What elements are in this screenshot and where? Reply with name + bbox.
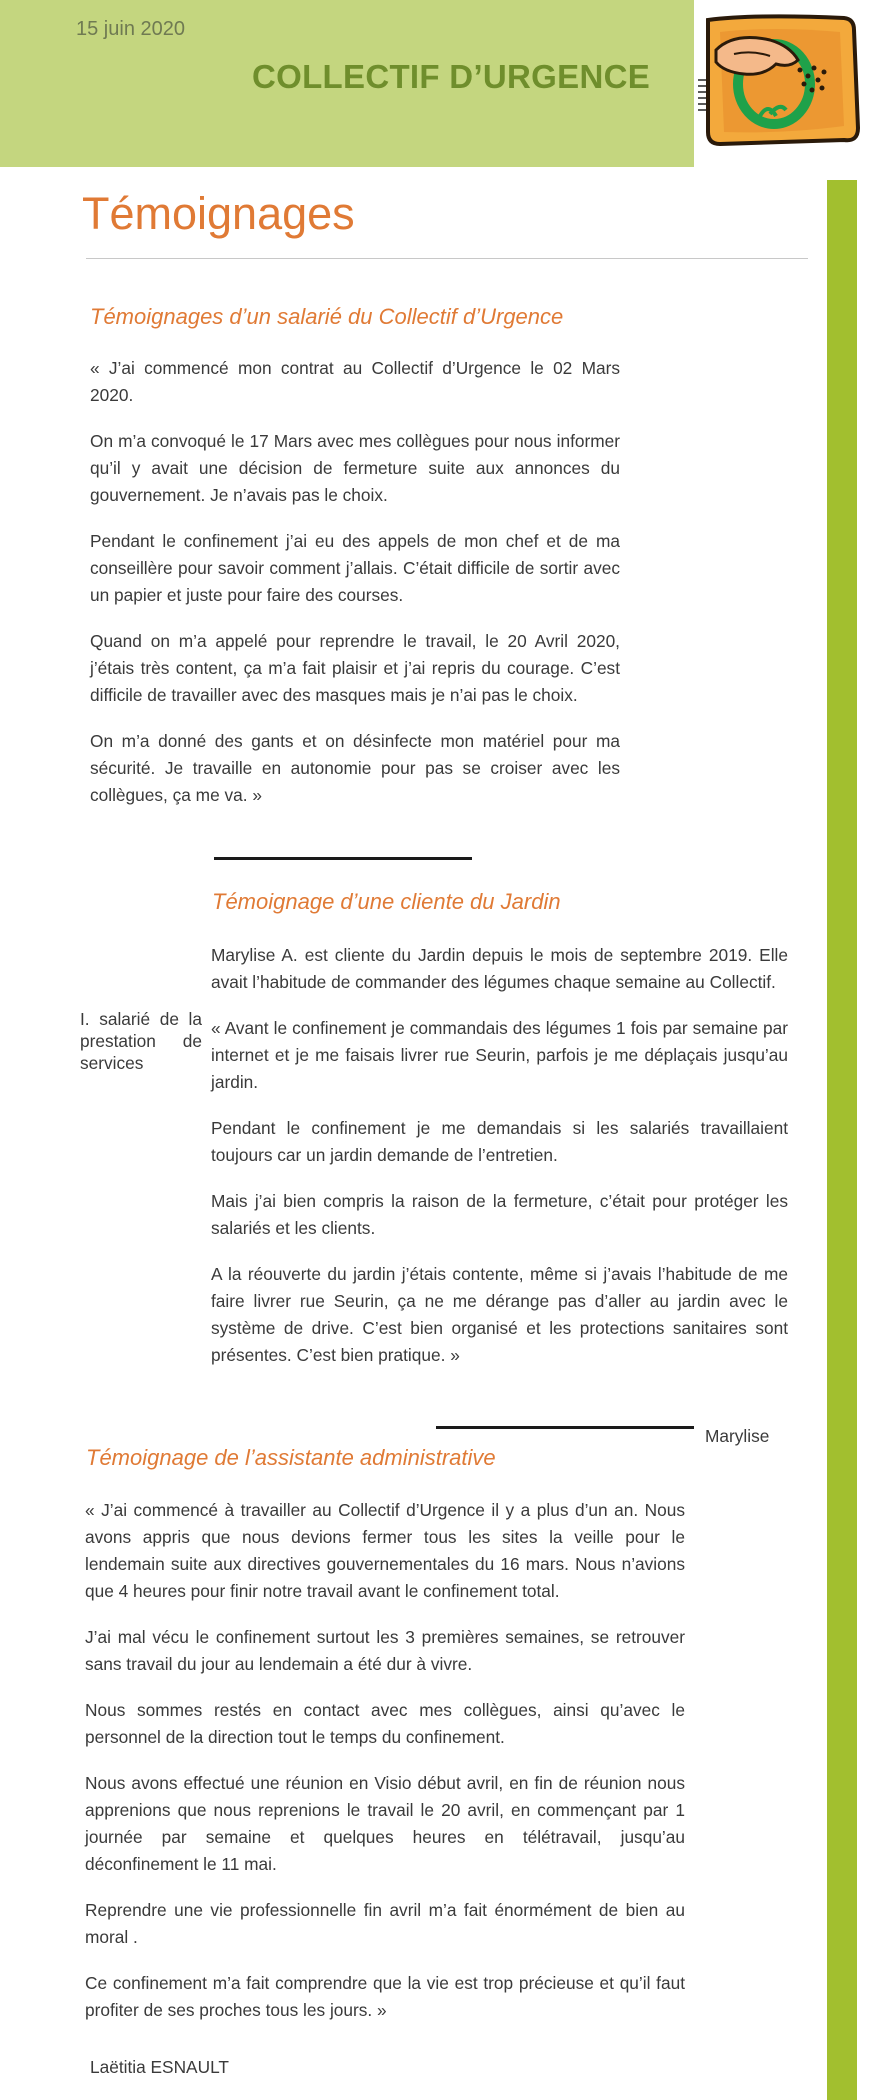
paragraph: Mais j’ai bien compris la raison de la fermeture, c’était pour protéger les salariés et les clients. (211, 1191, 788, 1238)
newsletter-title: COLLECTIF D’URGENCE (252, 58, 651, 95)
paragraph: Quand on m’a appelé pour reprendre le travail, le 20 Avril 2020, j’étais très content, ça m’a fait plaisir et j’ai repris du courage. C’est difficile de travailler avec des masques mais je n’ai pas le choix. (90, 631, 620, 705)
section-divider (214, 857, 472, 860)
paragraph: « J’ai commencé à travailler au Collectif d’Urgence il y a plus d’un an. Nous avons appris que nous devions fermer tous les sites la veille pour le lendemain suite aux directives gouvernementales du 16 mars. Nous n’avions que 4 heures pour finir notre travail avant le confinement total. (85, 1500, 685, 1601)
paragraph: « J’ai commencé mon contrat au Collectif d’Urgence le 02 Mars 2020. (90, 358, 620, 405)
paragraph: Marylise A. est cliente du Jardin depuis le mois de septembre 2019. Elle avait l’habitude de commander des légumes chaque semaine au Collectif. (211, 945, 788, 992)
page-title: Témoignages (82, 188, 355, 239)
paragraph: Reprendre une vie professionnelle fin avril m’a fait énormément de bien au moral . (85, 1900, 685, 1947)
paragraph: Nous sommes restés en contact avec mes collègues, ainsi qu’avec le personnel de la direction tout le temps du confinement. (85, 1700, 685, 1747)
paragraph: On m’a convoqué le 17 Mars avec mes collègues pour nous informer qu’il y avait une décision de fermeture suite aux annonces du gouvernement. Je n’avais pas le choix. (90, 431, 620, 505)
paragraph: J’ai mal vécu le confinement surtout les 3 premières semaines, se retrouver sans travail du jour au lendemain a été dur à vivre. (85, 1627, 685, 1674)
paragraph: Pendant le confinement je me demandais si les salariés travaillaient toujours car un jardin demande de l’entretien. (211, 1118, 788, 1165)
issue-date: 15 juin 2020 (76, 18, 185, 40)
section-heading-client: Témoignage d’une cliente du Jardin (212, 889, 561, 914)
client-attribution: Marylise (705, 1426, 770, 1446)
title-divider (86, 258, 808, 259)
section-divider (436, 1426, 694, 1429)
assistant-attribution: Laëtitia ESNAULT (90, 2057, 229, 2077)
employee-attribution: I. salarié de la prestation de services (80, 1009, 202, 1073)
client-testimony (211, 942, 788, 1388)
paragraph: Nous avons effectué une réunion en Visio début avril, en fin de réunion nous apprenions que nous reprenions le travail le 20 avril, en commençant par 1 journée par semaine et quelques heures en télétravail, jusqu’au déconfinement le 11 mai. (85, 1773, 685, 1874)
paragraph: « Avant le confinement je commandais des légumes 1 fois par semaine par internet et je me faisais livrer rue Seurin, parfois je me déplaçais jusqu’au jardin. (211, 1018, 788, 1092)
paragraph: Ce confinement m’a fait comprendre que la vie est trop précieuse et qu’il faut profiter de ses proches tous les jours. » (85, 1973, 685, 2020)
paragraph: A la réouverte du jardin j’étais contente, même si j’avais l’habitude de me faire livrer rue Seurin, ça ne me dérange pas d’aller au jardin avec le système de drive. C’est bien organisé et les protections sanitaires sont présentes. C’est bien pratique. » (211, 1264, 788, 1365)
hand-sowing-seeds-icon (694, 10, 862, 148)
section-heading-employee: Témoignages d’un salarié du Collectif d’Urgence (90, 304, 564, 329)
section-heading-assistant: Témoignage de l’assistante administrative (86, 1445, 496, 1470)
assistant-testimony (85, 1497, 685, 2043)
paragraph: Pendant le confinement j’ai eu des appels de mon chef et de ma conseillère pour savoir comment j’allais. C’était difficile de sortir avec un papier et juste pour faire des courses. (90, 531, 620, 605)
decorative-sidebar (827, 180, 857, 2100)
paragraph: On m’a donné des gants et on désinfecte mon matériel pour ma sécurité. Je travaille en autonomie pour pas se croiser avec les collègues, ça me va. » (90, 731, 620, 805)
employee-testimony (90, 355, 620, 828)
